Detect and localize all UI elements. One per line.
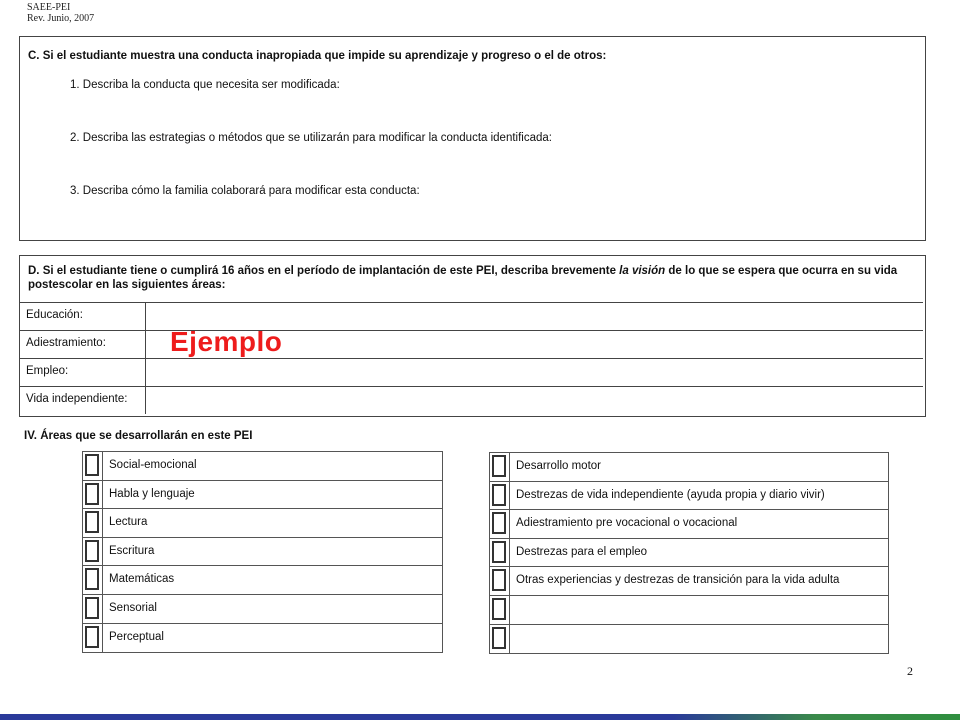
vision-row-education[interactable] [20,302,923,330]
area-checkbox[interactable] [492,569,506,591]
section-d-title [28,264,908,292]
section-c-question-2: 2. Describa las estrategias o métodos que se utilizarán para modificar la conducta identificada: [70,132,552,144]
area-checkbox[interactable] [492,484,506,506]
area-checkbox[interactable] [492,455,506,477]
area-label: Social-emocional [109,459,197,471]
vision-row-label: Adiestramiento: [26,337,106,349]
area-checkbox[interactable] [85,568,99,590]
area-item-motor-development[interactable] [490,453,888,482]
area-item-speech-language[interactable] [83,481,442,510]
vision-row-label: Vida independiente: [26,393,128,405]
checkbox-divider [509,567,510,595]
vision-row-employment[interactable] [20,358,923,386]
area-checkbox[interactable] [85,483,99,505]
column-divider [145,387,146,414]
areas-list-left [82,451,443,653]
section-c-question-3: 3. Describa cómo la familia colaborará para modificar esta conducta: [70,185,420,197]
section-c-question-1: 1. Describa la conducta que necesita ser modificada: [70,79,340,91]
areas-list-right [489,452,889,654]
vision-row-independent-living[interactable] [20,386,923,414]
area-checkbox[interactable] [492,598,506,620]
column-divider [145,331,146,358]
area-checkbox[interactable] [85,511,99,533]
checkbox-divider [509,596,510,624]
area-label: Escritura [109,544,155,557]
column-divider [145,359,146,386]
form-code: SAEE-PEI [27,2,71,13]
checkbox-divider [509,482,510,510]
checkbox-divider [102,595,103,623]
vision-row-label: Educación: [26,309,83,321]
column-divider [145,303,146,330]
area-item-perceptual[interactable] [83,624,442,653]
section-d-title-part1: D. Si el estudiante tiene o cumplirá 16 años en el período de implantación de este PEI, describa brevemente [28,265,620,277]
area-item-blank-1[interactable] [490,596,888,625]
area-checkbox[interactable] [85,626,99,648]
area-item-sensory[interactable] [83,595,442,624]
vision-row-label: Empleo: [26,365,69,377]
section-d-title-emphasis: la visión [619,265,666,277]
checkbox-divider [102,452,103,480]
section-d-title-part2: de lo que se espera que ocurra en su vida postescolar en las siguientes áreas: [28,265,898,291]
area-item-independent-living-skills[interactable] [490,482,888,511]
section-c-box [19,36,926,241]
section-d-box [19,255,926,417]
area-item-vocational-training[interactable] [490,510,888,539]
area-item-reading[interactable] [83,509,442,538]
area-label: Habla y lenguaje [109,487,195,500]
area-checkbox[interactable] [492,512,506,534]
area-checkbox[interactable] [85,597,99,619]
checkbox-divider [509,539,510,567]
checkbox-divider [102,624,103,653]
checkbox-divider [102,481,103,509]
vision-table [20,302,923,414]
area-item-math[interactable] [83,566,442,595]
area-checkbox[interactable] [85,454,99,476]
area-label: Sensorial [109,601,157,614]
form-revision: Rev. Junio, 2007 [27,13,95,24]
checkbox-divider [509,453,510,481]
area-label: Perceptual [109,630,164,643]
area-item-employment-skills[interactable] [490,539,888,568]
area-label: Lectura [109,516,148,529]
area-label: Desarrollo motor [516,460,601,472]
vision-row-training[interactable] [20,330,923,358]
form-header [27,2,94,24]
checkbox-divider [102,566,103,594]
page-number: 2 [907,664,913,678]
checkbox-divider [102,509,103,537]
area-item-social-emotional[interactable] [83,452,442,481]
bottom-decorative-bar [0,714,960,720]
area-checkbox[interactable] [492,627,506,649]
checkbox-divider [509,625,510,654]
checkbox-divider [102,538,103,566]
area-item-transition-experiences[interactable] [490,567,888,596]
area-item-writing[interactable] [83,538,442,567]
area-label: Otras experiencias y destrezas de transición para la vida adulta [516,574,840,587]
area-label: Destrezas para el empleo [516,545,648,558]
area-label: Destrezas de vida independiente (ayuda propia y diario vivir) [516,488,825,501]
sample-watermark: Ejemplo [170,326,283,357]
section-c-title: C. Si el estudiante muestra una conducta inapropiada que impide su aprendizaje y progreso o el de otros: [28,50,607,62]
area-checkbox[interactable] [492,541,506,563]
checkbox-divider [509,510,510,538]
area-label: Matemáticas [109,573,175,586]
area-checkbox[interactable] [85,540,99,562]
area-item-blank-2[interactable] [490,625,888,654]
area-label: Adiestramiento pre vocacional o vocacional [516,517,738,530]
section-iv-title: IV. Áreas que se desarrollarán en este PEI [24,430,253,442]
